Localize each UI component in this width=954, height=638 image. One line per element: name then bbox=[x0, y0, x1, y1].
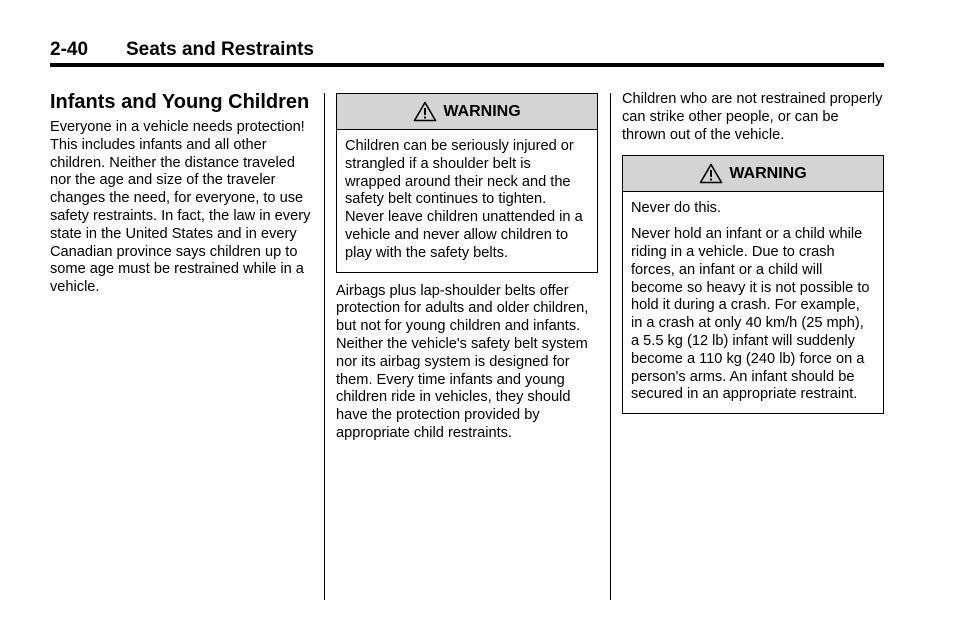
warning-triangle-icon bbox=[699, 163, 723, 184]
column-1 bbox=[50, 91, 312, 297]
page-header bbox=[50, 38, 884, 62]
intro-paragraph: Children who are not restrained properly can strike other people, or can be thrown out of the vehicle. bbox=[622, 91, 883, 143]
warning-first-line: Never do this. bbox=[631, 200, 722, 217]
column-2 bbox=[336, 93, 598, 443]
warning-text: Children can be seriously injured or strangled if a shoulder belt is wrapped around their neck and the safety belt continues to tighten. Never leave children unattended in a vehicle and never allow children to play with the safety belts. bbox=[345, 138, 583, 261]
warning-triangle-icon bbox=[413, 101, 437, 122]
page-number: 2-40 bbox=[50, 39, 89, 60]
warning-text: Never hold an infant or a child while riding in a vehicle. Due to crash forces, an infant or a child will become so heavy it is not possible to hold it during a crash. For example, in a crash at only 40 km/h (25 mph), a 5.5 kg (12 lb) infant will suddenly become a 110 kg (240 lb) force on a person's arms. An infant should be secured in an appropriate restraint. bbox=[631, 226, 870, 403]
warning-header bbox=[337, 94, 597, 130]
warning-box bbox=[622, 155, 884, 414]
warning-body bbox=[623, 192, 883, 413]
body-paragraph: Airbags plus lap-shoulder belts offer protection for adults and older children, but not for young children and infants. Neither the vehicle's safety belt system nor its airbag system is designed for them. Every time infants and young children ride in vehicles, they should have the protection provided by appropriate child restraints. bbox=[336, 282, 589, 441]
warning-body bbox=[337, 130, 597, 272]
section-title: Seats and Restraints bbox=[126, 39, 314, 60]
header-rule bbox=[50, 63, 884, 67]
warning-box bbox=[336, 93, 598, 273]
section-heading: Infants and Young Children bbox=[50, 91, 310, 113]
warning-label: WARNING bbox=[729, 164, 807, 182]
column-divider-2 bbox=[610, 93, 611, 600]
warning-header bbox=[623, 156, 883, 192]
warning-label: WARNING bbox=[443, 102, 521, 120]
body-paragraph: Everyone in a vehicle needs protection! This includes infants and all other children. Neither the distance traveled nor the age and size of the traveler changes the need, for everyone, to use safety restraints. In fact, the law in every state in the United States and in every Canadian province says children up to some age must be restrained while in a vehicle. bbox=[50, 119, 311, 296]
column-3 bbox=[622, 91, 884, 414]
column-divider-1 bbox=[324, 93, 325, 600]
